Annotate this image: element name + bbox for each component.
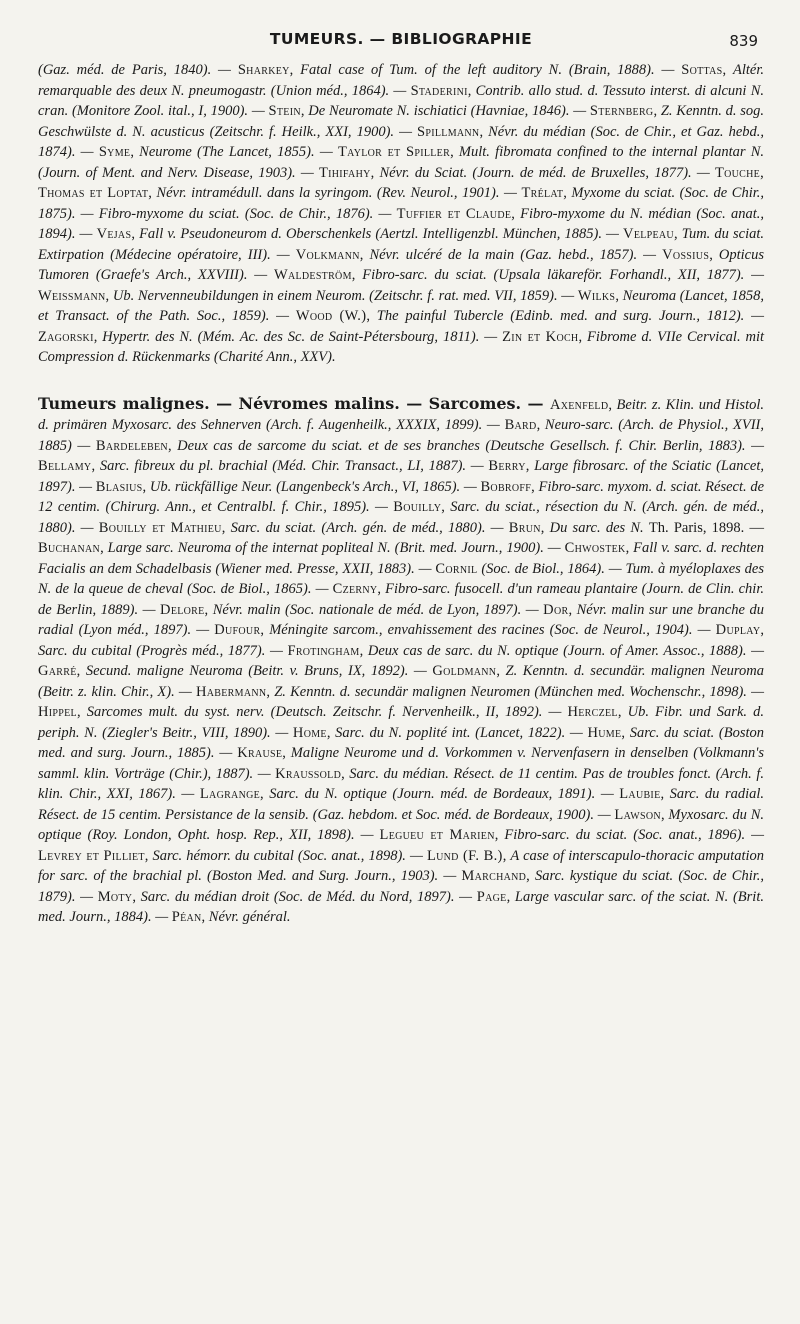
citation-text: Fibrome d. VIIe Cervical. mit Compression d. Rückenmarks (Charité Ann., XXV).	[38, 328, 765, 365]
citation-text: ,	[93, 328, 103, 345]
author-name: Garré	[38, 663, 77, 679]
citation-text: Sarc. du N. optique (Journ. méd. de Bordeaux, 1891). —	[269, 786, 620, 802]
author-name: Bobroff	[480, 478, 532, 495]
author-name: Cornil	[435, 560, 478, 577]
citation-text: ,	[201, 909, 209, 925]
author-name: Berry	[488, 458, 526, 474]
author-name: Staderini	[410, 82, 468, 99]
citation-text: ,	[531, 478, 539, 495]
citation-text: Sarc. hémorr. du cubital (Soc. anat., 1898). —	[152, 847, 427, 864]
author-name: Axenfeld	[549, 396, 609, 413]
citation-text: Fibro-sarc. du sciat. (Upsala läkareför. Forhandl., XII, 1877). —	[362, 267, 765, 283]
citation-text: Fibro-myxome du N. médian (Soc. anat., 1894). —	[38, 205, 764, 242]
citation-text: ,	[130, 144, 140, 160]
citation-text: Sarc. kystique du sciat. (Soc. de Chir., 1879). —	[38, 868, 765, 905]
citation-text: ,	[568, 601, 577, 618]
author-name: Wilks	[577, 287, 616, 304]
citation-text: ,	[511, 205, 521, 222]
author-name: Dufour	[214, 622, 261, 638]
citation-text: Méningite sarcom., envahissement des racines (Soc. de Neurol., 1904). —	[269, 622, 716, 638]
author-name: Velpeau	[623, 226, 674, 242]
citation-text: Opticus Tumoren (Graefe's Arch., XXVIII). —	[38, 246, 764, 283]
page-header	[38, 30, 764, 60]
citation-text: ,	[526, 868, 535, 884]
citation-text: Large vascular sarc. of the sciat. N. (Brit. med. Journ., 1884). —	[38, 888, 764, 925]
citation-text: Contrib. allo stud. d. Tessuto interst. di alcuni N. cran. (Monitore Zool. ital., I, 1900). —	[38, 82, 764, 119]
author-name: Bellamy	[38, 458, 92, 474]
citation-text: ,	[608, 396, 617, 413]
citation-text: ,	[105, 287, 113, 304]
citation-text: ,	[506, 888, 515, 905]
citation-text: ,	[300, 103, 309, 119]
citation-text: ,	[467, 82, 476, 99]
citation-text: The painful Tubercle (Edinb. med. and surg. Journ., 1812). —	[376, 308, 764, 324]
citation-text: ,	[673, 226, 682, 242]
citation-text: Tum. du sciat. Extirpation (Médecine opératoire, III). —	[38, 226, 765, 263]
citation-text: ,	[266, 683, 275, 700]
citation-text: ,	[76, 704, 87, 720]
author-name: Marchand	[461, 868, 527, 884]
author-name: Bouilly et Mathieu	[98, 519, 222, 536]
citation-text: Névr. du médian (Soc. de Chir., et Gaz. hebd., 1874). —	[38, 123, 765, 160]
author-name: Lawson	[614, 806, 661, 823]
author-name: Blasius	[95, 478, 143, 495]
citation-text: ,	[536, 417, 545, 433]
citation-text: Hypertr. des N. (Mém. Ac. des Sc. de Saint-Pétersbourg, 1811). —	[102, 328, 503, 345]
author-name: Goldmann	[432, 663, 497, 679]
author-name: Stein	[268, 103, 301, 119]
citation-text: Du sarc. des N.	[549, 519, 649, 536]
citation-text: De Neuromate N. ischiatici (Havniae, 1846). —	[308, 103, 590, 119]
citation-text: Sarc. du sciat. (Boston med. and surg. Journ., 1885). —	[38, 724, 765, 761]
citation-text: ,	[709, 246, 719, 263]
citation-text: ,	[366, 308, 377, 324]
author-name: Lagrange	[199, 786, 261, 802]
citation-text: Sarc. du cubital (Progrès méd., 1877). —	[38, 642, 288, 659]
author-name: Bardeleben	[95, 437, 168, 454]
citation-text: ,	[479, 123, 489, 140]
citation-text: ,	[326, 724, 336, 741]
author-name: Dor	[543, 601, 569, 618]
author-name: Waldeström	[273, 267, 352, 283]
author-name: Vejas	[96, 226, 132, 242]
author-name: Trélat	[521, 185, 564, 201]
citation-text: Fatal case of Tum. of the left auditory N. (Brain, 1888). —	[300, 62, 682, 78]
citation-text: ,	[144, 847, 153, 864]
citation-text: ,	[341, 765, 350, 782]
citation-text: ,	[578, 328, 588, 345]
citation-text: Fall v. sarc. d. rechten Facialis an dem Schadelbasis (Wiener med. Presse, XXII, 1883). —	[38, 540, 764, 577]
citation-text: ,	[282, 745, 291, 761]
citation-text: ,	[502, 847, 511, 864]
citation-text: ,	[91, 458, 100, 474]
author-name: Moty	[97, 888, 133, 905]
author-name: Chwostek	[564, 540, 626, 556]
author-name: Frotingham	[287, 642, 360, 659]
author-name: Lund (F. B.)	[426, 847, 503, 864]
citation-text: ,	[625, 540, 634, 556]
author-name: Wood (W.)	[295, 308, 367, 324]
author-name: Bard	[504, 417, 537, 433]
citation-text: Fibro-sarc. du sciat. (Soc. anat., 1896). —	[504, 827, 764, 843]
citation-text: Z. Kenntn. d. secundär malignen Neuromen (München med. Wochenschr., 1898). —	[274, 683, 765, 700]
citation-text: ,	[351, 267, 363, 283]
bibliography-paragraph-2	[38, 394, 764, 928]
author-name: Brun	[508, 519, 541, 536]
citation-text: ,	[615, 287, 623, 304]
citation-text: ,	[260, 786, 270, 802]
citation-text: ,	[660, 786, 670, 802]
author-name: Hippel	[38, 704, 77, 720]
citation-text: Beitr. z. Klin. und Histol. d. primären Myxosarc. des Sehnerven (Arch. f. Augenheilk., XXXIX, 1899). —	[38, 396, 765, 433]
citation-text: Secund. maligne Neuroma (Beitr. v. Bruns, IX, 1892). —	[85, 663, 433, 679]
author-name: Sharkey	[237, 62, 290, 78]
citation-text: Z. Kenntn. d. sog. Geschwülste d. N. acusticus (Zeitschr. f. Heilk., XXI, 1900). —	[38, 103, 765, 140]
citation-text: Névr. intramédull. dans la syringom. (Rev. Neurol., 1901). —	[156, 185, 522, 201]
citation-text: Fibro-sarc. fusocell. d'un rameau plantaire (Journ. de Clin. chir. de Berlin, 1889). —	[38, 581, 764, 618]
citation-text: Sarc. du sciat., résection du N. (Arch. gén. de méd., 1880). —	[38, 499, 764, 536]
author-name: Tuffier et Claude	[396, 205, 512, 222]
author-name: Delore	[160, 601, 205, 618]
citation-text: ,	[221, 519, 231, 536]
citation-text: ,	[377, 581, 386, 597]
citation-text: Deux cas de sarcome du sciat. et de ses branches (Deutsche Gesellsch. f. Chir. Berlin, 1883). —	[177, 437, 765, 454]
citation-text: ,	[76, 663, 86, 679]
citation-text: Ub. Nervenneubildungen in einem Neurom. (Zeitschr. f. rat. med. VII, 1859). —	[112, 287, 578, 304]
citation-text: Sarc. du médian droit (Soc. de Méd. du Nord, 1897). —	[140, 888, 477, 905]
author-name: Bouilly	[393, 499, 442, 515]
citation-text: ,	[441, 499, 451, 515]
author-name: Weissmann	[38, 287, 106, 304]
citation-text: ,	[260, 622, 270, 638]
author-name: Tihifahy	[318, 164, 371, 181]
author-name: Czerny	[332, 581, 378, 597]
author-name: Duplay	[715, 622, 761, 638]
author-name: Syme	[98, 144, 131, 160]
citation-text: (Gaz. méd. de Paris, 1840). —	[38, 62, 238, 78]
running-title: TUMEURS. — BIBLIOGRAPHIE	[269, 30, 533, 48]
author-name: Touche, Thomas et Loptat	[38, 164, 765, 201]
citation-text: ,	[722, 62, 734, 78]
citation-text: ,	[289, 62, 301, 78]
citation-text: Névr. malin (Soc. nationale de méd. de Lyon, 1897). —	[212, 601, 544, 618]
citation-text: Névr. malin sur une branche du radial (Lyon méd., 1897). —	[38, 601, 765, 638]
citation-text: ,	[370, 164, 380, 181]
citation-text: ,	[653, 103, 661, 119]
citation-text: Sarc. du N. poplité int. (Lancet, 1822). —	[335, 724, 588, 741]
citation-text: Neurome (The Lancet, 1855). —	[139, 144, 338, 160]
author-name: Krause	[237, 745, 283, 761]
citation-text: Myxosarc. du N. optique (Roy. London, Opht. hosp. Rep., XII, 1898). —	[38, 806, 765, 843]
author-name: Buchanan	[38, 540, 101, 556]
citation-text: ,	[540, 519, 550, 536]
author-name: Taylor et Spiller	[337, 144, 451, 160]
citation-text: Th. Paris, 1898. —	[648, 519, 765, 536]
citation-text: Sarcomes mult. du syst. nerv. (Deutsch. Zeitschr. f. Nervenheilk., II, 1892). —	[86, 704, 568, 720]
page-number: 839	[729, 32, 758, 50]
citation-text: ,	[204, 601, 213, 618]
citation-text: ,	[660, 806, 669, 823]
citation-text: A case of interscapulo-thoracic amputation for sarc. of the brachial pl. (Boston Med. and Surg. Journ., 1903). —	[38, 847, 765, 884]
citation-text: Neuroma (Lancet, 1858, et Transact. of the Path. Soc., 1859). —	[38, 287, 765, 324]
author-name: Herczel	[567, 704, 618, 720]
citation-text: Large fibrosarc. of the Sciatic (Lancet, 1897). —	[38, 458, 764, 495]
citation-text: ,	[359, 246, 370, 263]
bibliography-paragraph-1	[38, 60, 764, 368]
author-name: Zin et Koch	[502, 328, 579, 345]
author-name: Hume	[587, 724, 622, 741]
citation-text: Sarc. fibreux du pl. brachial (Méd. Chir. Transact., LI, 1887). —	[99, 458, 489, 474]
citation-text: Altér. remarquable des deux N. pneumogastr. (Union méd., 1864). —	[38, 62, 765, 99]
citation-text: ,	[494, 827, 505, 843]
citation-text: Large sarc. Neuroma of the internat popliteal N. (Brit. med. Journ., 1900). —	[107, 540, 565, 556]
author-name: Sternberg	[589, 103, 654, 119]
author-name: Levrey et Pilliet	[38, 847, 145, 864]
author-name: Spillmann	[417, 123, 480, 140]
citation-text: ,	[617, 704, 628, 720]
citation-text: Fall v. Pseudoneurom d. Oberschenkels (Aertzl. Intelligenzbl. München, 1885). —	[139, 226, 624, 242]
author-name: Kraussold	[275, 765, 342, 782]
paragraph-gap	[38, 368, 764, 394]
citation-text: Z. Kenntn. d. secundär. malignen Neuroma (Beitr. z. klin. Chir., X). —	[38, 663, 765, 700]
author-name: Vossius	[662, 246, 710, 263]
citation-text: ,	[131, 226, 140, 242]
citation-text: ,	[142, 478, 150, 495]
citation-text: Fibro-sarc. myxom. d. sciat. Résect. de 12 centim. (Chirurg. Ann., et Centralbl. f. Chir., 1895). —	[38, 478, 765, 515]
author-name: Page	[476, 888, 507, 905]
citation-text: ,	[450, 144, 459, 160]
citation-text: Sarc. du sciat. (Arch. gén. de méd., 1880). —	[230, 519, 509, 536]
citation-text: Myxome du sciat. (Soc. de Chir., 1875). — Fibro-myxome du sciat. (Soc. de Chir., 1876). —	[38, 185, 765, 222]
author-name: Péan	[171, 909, 202, 925]
citation-text: Névr. général.	[208, 909, 291, 925]
citation-text: ,	[100, 540, 108, 556]
citation-text: Deux cas de sarc. du N. optique (Journ. of Amer. Assoc., 1888). —	[367, 642, 765, 659]
citation-text: Mult. fibromata confined to the internal plantar N. (Journ. of Ment. and Nerv. Disease, 1903). —	[38, 144, 765, 181]
section-heading: Tumeurs malignes. — Névromes malins. — Sarcomes. —	[38, 393, 550, 413]
citation-text: ,	[496, 663, 506, 679]
citation-text: ,	[167, 437, 178, 454]
author-name: Laubie	[619, 786, 661, 802]
citation-text: (Soc. de Biol., 1864). — Tum. à myéloplaxes des N. de la queue de cheval (Soc. de Biol., 1865). —	[38, 560, 764, 597]
author-name: Habermann	[196, 683, 267, 700]
citation-text: Sarc. du radial. Résect. de 15 centim. Persistance de la sensib. (Gaz. hebdom. et Soc. méd. de Bordeaux, 1900). —	[38, 786, 765, 823]
citation-text: ,	[525, 458, 535, 474]
citation-text: Névr. du Sciat. (Journ. de méd. de Bruxelles, 1877). —	[379, 164, 715, 181]
citation-text: Maligne Neurome und d. Vorkommen v. Nervenfasern in denselben (Volkmann's samml. klin. Vorträge (Chir.), 1887). —	[38, 745, 764, 782]
citation-text: Neuro-sarc. (Arch. de Physiol., XVII, 1885) —	[38, 417, 764, 454]
author-name: Sottas	[681, 62, 723, 78]
citation-text: ,	[621, 724, 630, 741]
citation-text: ,	[563, 185, 572, 201]
citation-text: Ub. Fibr. und Sark. d. periph. N. (Ziegler's Beitr., VIII, 1890). —	[38, 704, 764, 741]
citation-text: ,	[148, 185, 157, 201]
author-name: Volkmann	[295, 246, 360, 263]
author-name: Home	[292, 724, 327, 741]
author-name: Legueu et Marien	[379, 827, 495, 843]
citation-text: Sarc. du médian. Résect. de 11 centim. Pas de troubles fonct. (Arch. f. klin. Chir., XXI, 1867). —	[38, 765, 765, 802]
citation-text: Ub. rückfällige Neur. (Langenbeck's Arch., VI, 1865). —	[149, 478, 481, 495]
citation-text: Névr. ulcéré de la main (Gaz. hebd., 1857). —	[369, 246, 663, 263]
citation-text: ,	[760, 622, 764, 638]
author-name: Zagorski	[38, 328, 94, 345]
citation-text: ,	[359, 642, 368, 659]
citation-text: ,	[132, 888, 141, 905]
